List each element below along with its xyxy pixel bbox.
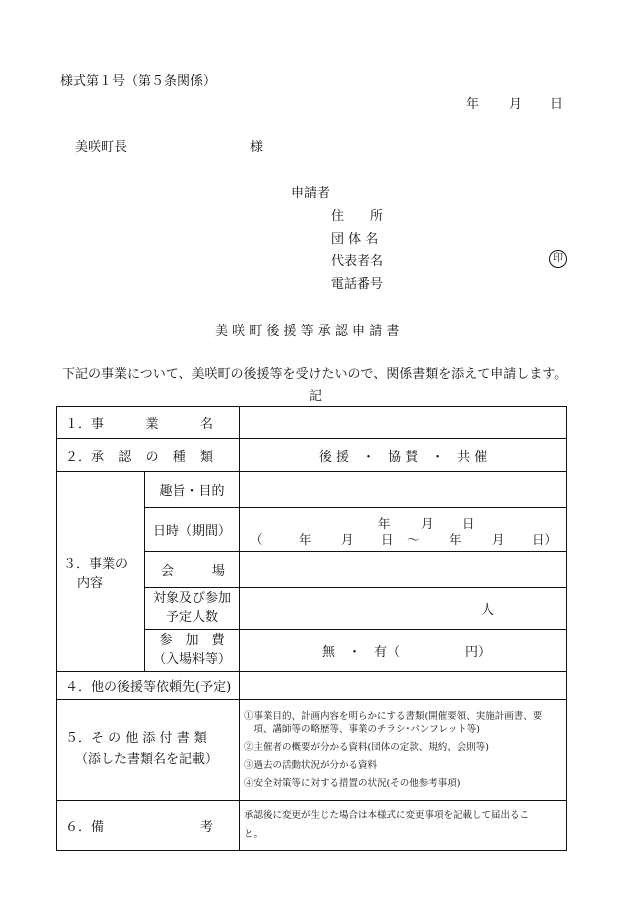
value-attachments[interactable] — [240, 700, 567, 801]
value-target[interactable] — [240, 588, 567, 630]
attach-item: 項、講師等の略歴等、事業のチラシ･パンフレット等) — [244, 724, 480, 736]
period-month: 月 — [341, 531, 354, 547]
applicant-address-label: 住 所 — [331, 209, 384, 224]
label-char: 業 — [145, 417, 159, 432]
period-year2: 年 — [449, 531, 462, 547]
person-unit: 人 — [481, 603, 495, 618]
attach-item: ①事業目的、計画内容を明らかにする書類(開催要領、実施計画書、要 — [244, 710, 543, 722]
addressee-honorific: 様 — [250, 140, 264, 155]
applicant-phone-label: 電話番号 — [331, 277, 384, 292]
row-other-support — [57, 672, 567, 700]
label-char: 場 — [212, 564, 226, 579]
label-target — [145, 588, 240, 630]
intro-text: 下記の事業について、美咲町の後援等を受けたいので、関係書類を添えて申請します。 — [62, 367, 568, 382]
label-fee — [145, 630, 240, 672]
label-char: 会 — [161, 564, 175, 579]
row-purpose — [57, 472, 567, 508]
label-approval-type — [57, 439, 240, 472]
period-tilde: ～ — [407, 531, 420, 547]
date-year: 年 — [466, 97, 480, 112]
addressee-name: 美咲町長 — [75, 140, 128, 155]
attach-item: ②主催者の概要が分かる資料(団体の定款、規約、会則等) — [244, 742, 489, 754]
value-fee[interactable] — [240, 630, 567, 672]
label-fee-line1: 参 加 費 — [159, 632, 225, 648]
label-target-line2: 予定人数 — [166, 609, 219, 625]
fee-options: 無 ・ 有（ 円） — [322, 645, 492, 660]
dt-day: 日 — [462, 515, 475, 531]
label-char: ６．備 — [65, 820, 105, 835]
label-venue — [145, 552, 240, 588]
label-remarks — [57, 801, 240, 851]
row-remarks — [57, 801, 567, 851]
value-remarks[interactable] — [240, 801, 567, 851]
label-content-line2: 内容 — [77, 575, 104, 591]
value-project-name[interactable] — [240, 407, 567, 439]
label-char: の — [145, 449, 159, 465]
label-char: 名 — [200, 417, 214, 432]
label-fee-line2: （入場料等） — [153, 651, 232, 667]
label-char: 認 — [118, 449, 132, 465]
form-number: 様式第１号（第５条関係） — [60, 74, 217, 89]
label-datetime: 日時（期間） — [145, 508, 240, 552]
value-datetime[interactable] — [240, 508, 567, 552]
row-project-name — [57, 407, 567, 439]
row-attachments — [57, 700, 567, 801]
period-month2: 月 — [492, 531, 505, 547]
attach-item: ③過去の活動状況が分かる資料 — [244, 759, 378, 771]
label-char: ２．承 — [65, 449, 105, 465]
attach-item: ④安全対策等に対する措置の状況(その他参考事項) — [244, 777, 461, 789]
label-char: １．事 — [65, 417, 105, 432]
dt-month: 月 — [421, 515, 434, 531]
document-title: 美 咲 町 後 援 等 承 認 申 請 書 — [215, 324, 400, 339]
period-year: 年 — [299, 531, 312, 547]
value-venue[interactable] — [240, 552, 567, 588]
period-day: 日 — [381, 531, 394, 547]
remarks-line2: と。 — [244, 828, 264, 840]
label-attach-line2: （添した書類名を記載） — [75, 752, 219, 767]
date-day: 日 — [550, 97, 564, 112]
label-char: 考 — [200, 820, 214, 835]
remarks-line1: 承認後に変更が生じた場合は本様式に変更事項を記載して届出るこ — [244, 810, 530, 822]
row-approval-type — [57, 439, 567, 472]
label-purpose: 趣旨・目的 — [145, 472, 240, 508]
applicant-group-label: 団 体 名 — [331, 232, 379, 247]
period-open: （ — [250, 531, 263, 547]
applicant-label: 申請者 — [291, 186, 331, 201]
label-attachments — [57, 700, 240, 801]
seal-mark: 印 — [549, 250, 567, 268]
dt-year: 年 — [378, 515, 391, 531]
label-project-name — [57, 407, 240, 439]
application-table — [56, 406, 567, 851]
period-day2: 日） — [532, 531, 558, 547]
ki-label: 記 — [309, 389, 323, 404]
label-char: 種 — [172, 449, 186, 465]
label-target-line1: 対象及び参加 — [153, 590, 232, 606]
label-other-support: ４．他の後援等依頼先(予定) — [57, 672, 240, 700]
label-content-line1: ３．事業の — [63, 556, 129, 572]
value-purpose[interactable] — [240, 472, 567, 508]
value-other-support[interactable] — [240, 672, 567, 700]
label-attach-line1: ５．そ の 他 添 付 書 類 — [65, 731, 207, 747]
value-approval-type[interactable]: 後 援 ・ 協 賛 ・ 共 催 — [240, 439, 567, 472]
label-char: 類 — [200, 449, 214, 465]
label-project-content — [57, 472, 145, 672]
applicant-rep-label: 代表者名 — [331, 254, 384, 269]
date-month: 月 — [509, 97, 523, 112]
